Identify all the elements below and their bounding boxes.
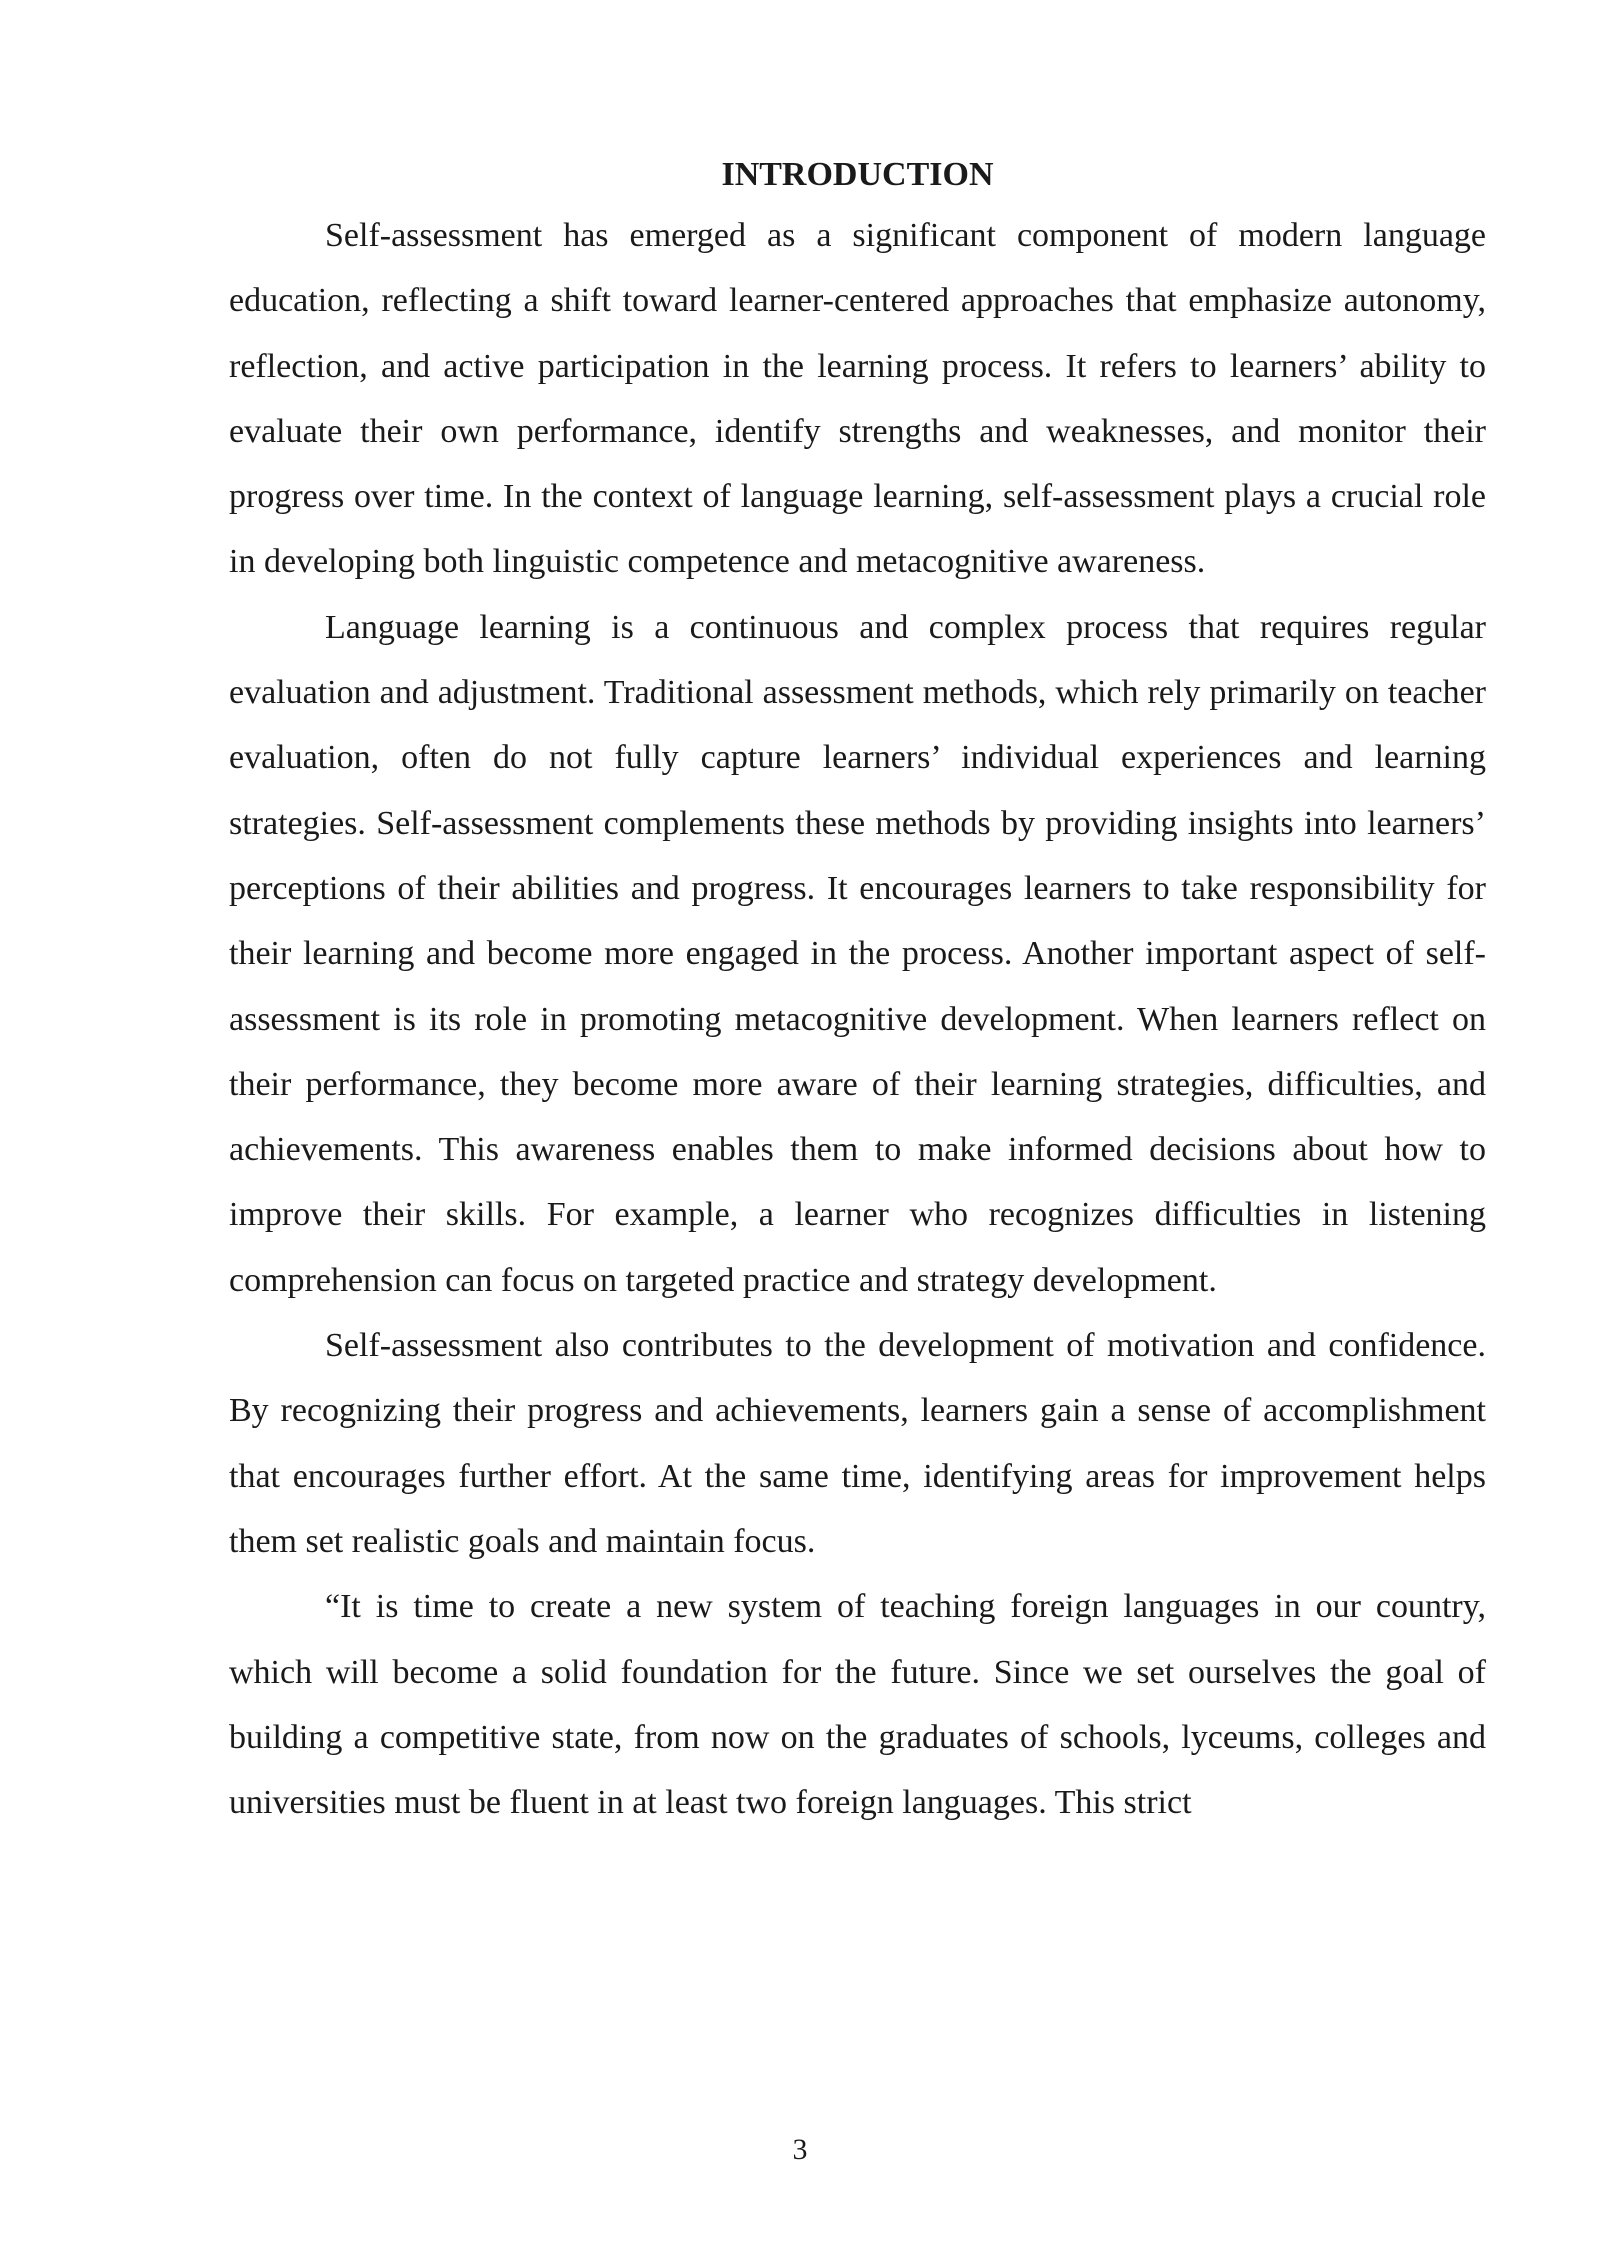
- paragraph-3: Self-assessment also contributes to the development of motivation and confidence. By recognizing their progress and achievements, learners gain a sense of accomplishment that encourages further effort. At the same time, identifying areas for improvement helps them set realistic goals and maintain focus.: [229, 1327, 1486, 1560]
- page-body: [229, 150, 1486, 1835]
- paragraph-1: Self-assessment has emerged as a significant component of modern language education, reflecting a shift toward learner-centered approaches that emphasize autonomy, reflection, and active participation in the learning process. It refers to learners’ ability to evaluate their own performance, identify strengths and weaknesses, and monitor their progress over time. In the context of language learning, self-assessment plays a crucial role in developing both linguistic competence and metacognitive awareness.: [229, 217, 1486, 581]
- paragraph-2: Language learning is a continuous and complex process that requires regular evaluation and adjustment. Traditional assessment methods, which rely primarily on teacher evaluation, often do not fully capture learners’ individual experiences and learning strategies. Self-assessment complements these methods by providing insights into learners’ perceptions of their abilities and progress. It encourages learners to take responsibility for their learning and become more engaged in the process. Another important aspect of self-assessment is its role in promoting metacognitive development. When learners reflect on their performance, they become more aware of their learning strategies, difficulties, and achievements. This awareness enables them to make informed decisions about how to improve their skills. For example, a learner who recognizes difficulties in listening comprehension can focus on targeted practice and strategy development.: [229, 608, 1486, 1299]
- paragraph-4: “It is time to create a new system of teaching foreign languages in our country, which will become a solid foundation for the future. Since we set ourselves the goal of building a competitive state, from now on the graduates of schools, lyceums, colleges and universities must be fluent in at least two foreign languages. This strict: [229, 1588, 1486, 1822]
- page-number: 3: [792, 2133, 808, 2166]
- section-heading: INTRODUCTION: [721, 156, 994, 193]
